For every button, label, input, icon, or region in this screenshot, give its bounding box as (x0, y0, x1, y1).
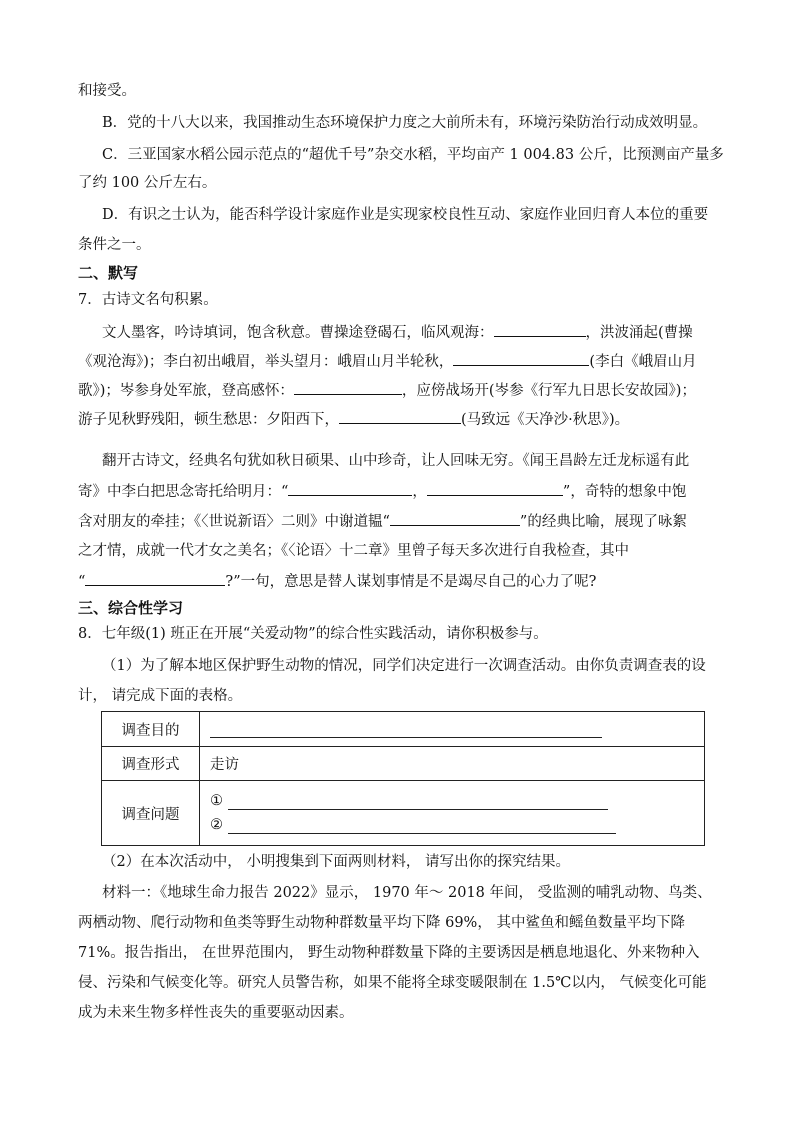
sub-question-1-line-1: （1）为了解本地区保护野生动物的情况，同学们决定进行一次调查活动。由你负责调查表的设 (102, 658, 706, 674)
text: ，应傍战场开(岑参《行军九日思长安故园》)； (401, 383, 696, 399)
text: “ (78, 574, 86, 590)
form-label: 调查形式 (102, 747, 200, 781)
section-heading-comprehensive: 三、综合性学习 (78, 599, 184, 617)
table-row (102, 712, 705, 747)
option-b: B．党的十八大以来，我国推动生态环境保护力度之大前所未有，环境污染防治行动成效明显。 (102, 115, 708, 131)
answer-blank[interactable] (390, 511, 520, 526)
material-1-line-2: 两栖动物、爬行动物和鱼类等野生动物种群数量平均下降 69%， 其中鲨鱼和鳐鱼数量平均下降 (78, 915, 685, 931)
text: 文人墨客，吟诗填词，饱含秋意。曹操途登碣石，临风观海： (102, 325, 494, 341)
circled-number-2: ② (210, 817, 223, 833)
text: ”的经典比喻，展现了咏絮 (519, 514, 687, 530)
poem-paragraph-2-line-3 (78, 511, 687, 532)
question-1-answer-line[interactable] (228, 793, 608, 810)
sub-question-1-line-2: 计， 请完成下面的表格。 (78, 688, 243, 704)
text: (马致远《天净沙·秋思》)。 (461, 412, 630, 428)
material-1-line-1: 材料一：《地球生命力报告 2022》显示， 1970 年～ 2018 年间， 受监测的哺乳动物、鸟类、 (102, 885, 712, 901)
continued-text: 和接受。 (78, 83, 136, 99)
option-c-line-1: C．三亚国家水稻公园示范点的“超优千号”杂交水稻，平均亩产 1 004.83 公斤，比预测亩产量多 (102, 147, 724, 163)
answer-blank[interactable] (288, 481, 412, 496)
question-row-1 (210, 789, 704, 813)
material-1-line-3: 71%。报告指出， 在世界范围内， 野生动物种群数量下降的主要诱因是栖息地退化、外来物种入 (78, 945, 700, 961)
text: 歌》)；岑参身处军旅，登高感怀： (78, 383, 294, 399)
answer-blank[interactable] (427, 481, 563, 496)
circled-number-1: ① (210, 793, 223, 809)
option-d-line-1: D．有识之士认为，能否科学设计家庭作业是实现家校良性互动、家庭作业回归育人本位的重要 (102, 207, 709, 223)
sub-question-2: （2）在本次活动中， 小明搜集到下面两则材料， 请写出你的探究结果。 (102, 854, 570, 870)
text: 游子见秋野残阳，顿生愁思：夕阳西下， (78, 412, 339, 428)
poem-paragraph-1-line-3 (78, 380, 696, 401)
answer-blank[interactable] (453, 351, 589, 366)
section-heading-dictation: 二、默写 (78, 264, 139, 282)
table-row (102, 747, 705, 781)
question-7: 7．古诗文名句积累。 (78, 292, 218, 308)
poem-paragraph-2-line-1: 翻开古诗文，经典名句犹如秋日硕果、山中珍奇，让人回味无穷。《闻王昌龄左迁龙标遥有此 (102, 453, 690, 469)
question-8: 8．七年级(1) 班正在开展“关爱动物”的综合性实践活动，请你积极参与。 (78, 626, 548, 642)
answer-blank[interactable] (494, 322, 586, 337)
text: ?”一句，意思是替人谋划事情是不是竭尽自己的心力了呢? (225, 574, 597, 590)
purpose-answer-line[interactable] (210, 721, 602, 738)
question-2-answer-line[interactable] (228, 817, 616, 834)
purpose-label: 调查目的 (102, 712, 200, 747)
poem-paragraph-1-line-1 (102, 322, 693, 343)
form-value: 走访 (200, 747, 705, 781)
answer-blank[interactable] (294, 380, 402, 395)
question-label: 调查问题 (102, 781, 200, 846)
text: 含对朋友的牵挂；《〈世说新语〉二则》中谢道韫“ (78, 514, 390, 530)
text: 寄》中李白把思念寄托给明月：“ (78, 484, 289, 500)
answer-blank[interactable] (85, 571, 225, 586)
table-row (102, 781, 705, 846)
text: (李白《峨眉山月 (589, 354, 697, 370)
poem-paragraph-2-line-2 (78, 481, 686, 502)
answer-blank[interactable] (339, 409, 461, 424)
poem-paragraph-1-line-4 (78, 409, 629, 430)
question-cell (200, 781, 705, 846)
question-row-2 (210, 813, 704, 837)
option-c-line-2: 了约 100 公斤左右。 (78, 175, 217, 191)
poem-paragraph-2-line-4: 之才情，成就一代才女之美名；《〈论语〉十二章》里曾子每天多次进行自我检查，其中 (78, 543, 629, 559)
purpose-cell (200, 712, 705, 747)
material-1-line-5: 成为未来生物多样性丧失的重要驱动因素。 (78, 1005, 354, 1021)
text: 《观沧海》)；李白初出峨眉，举头望月：峨眉山月半轮秋， (78, 354, 454, 370)
text: ，洪波涌起(曹操 (585, 325, 693, 341)
poem-paragraph-1-line-2 (78, 351, 697, 372)
text: ”，奇特的想象中饱 (562, 484, 687, 500)
material-1-line-4: 侵、污染和气候变化等。研究人员警告称，如果不能将全球变暖限制在 1.5℃以内， 气候变化可能 (78, 975, 707, 991)
poem-paragraph-2-line-5 (78, 571, 596, 592)
text: ， (412, 484, 427, 500)
option-d-line-2: 条件之一。 (78, 237, 151, 253)
survey-table (101, 711, 705, 846)
